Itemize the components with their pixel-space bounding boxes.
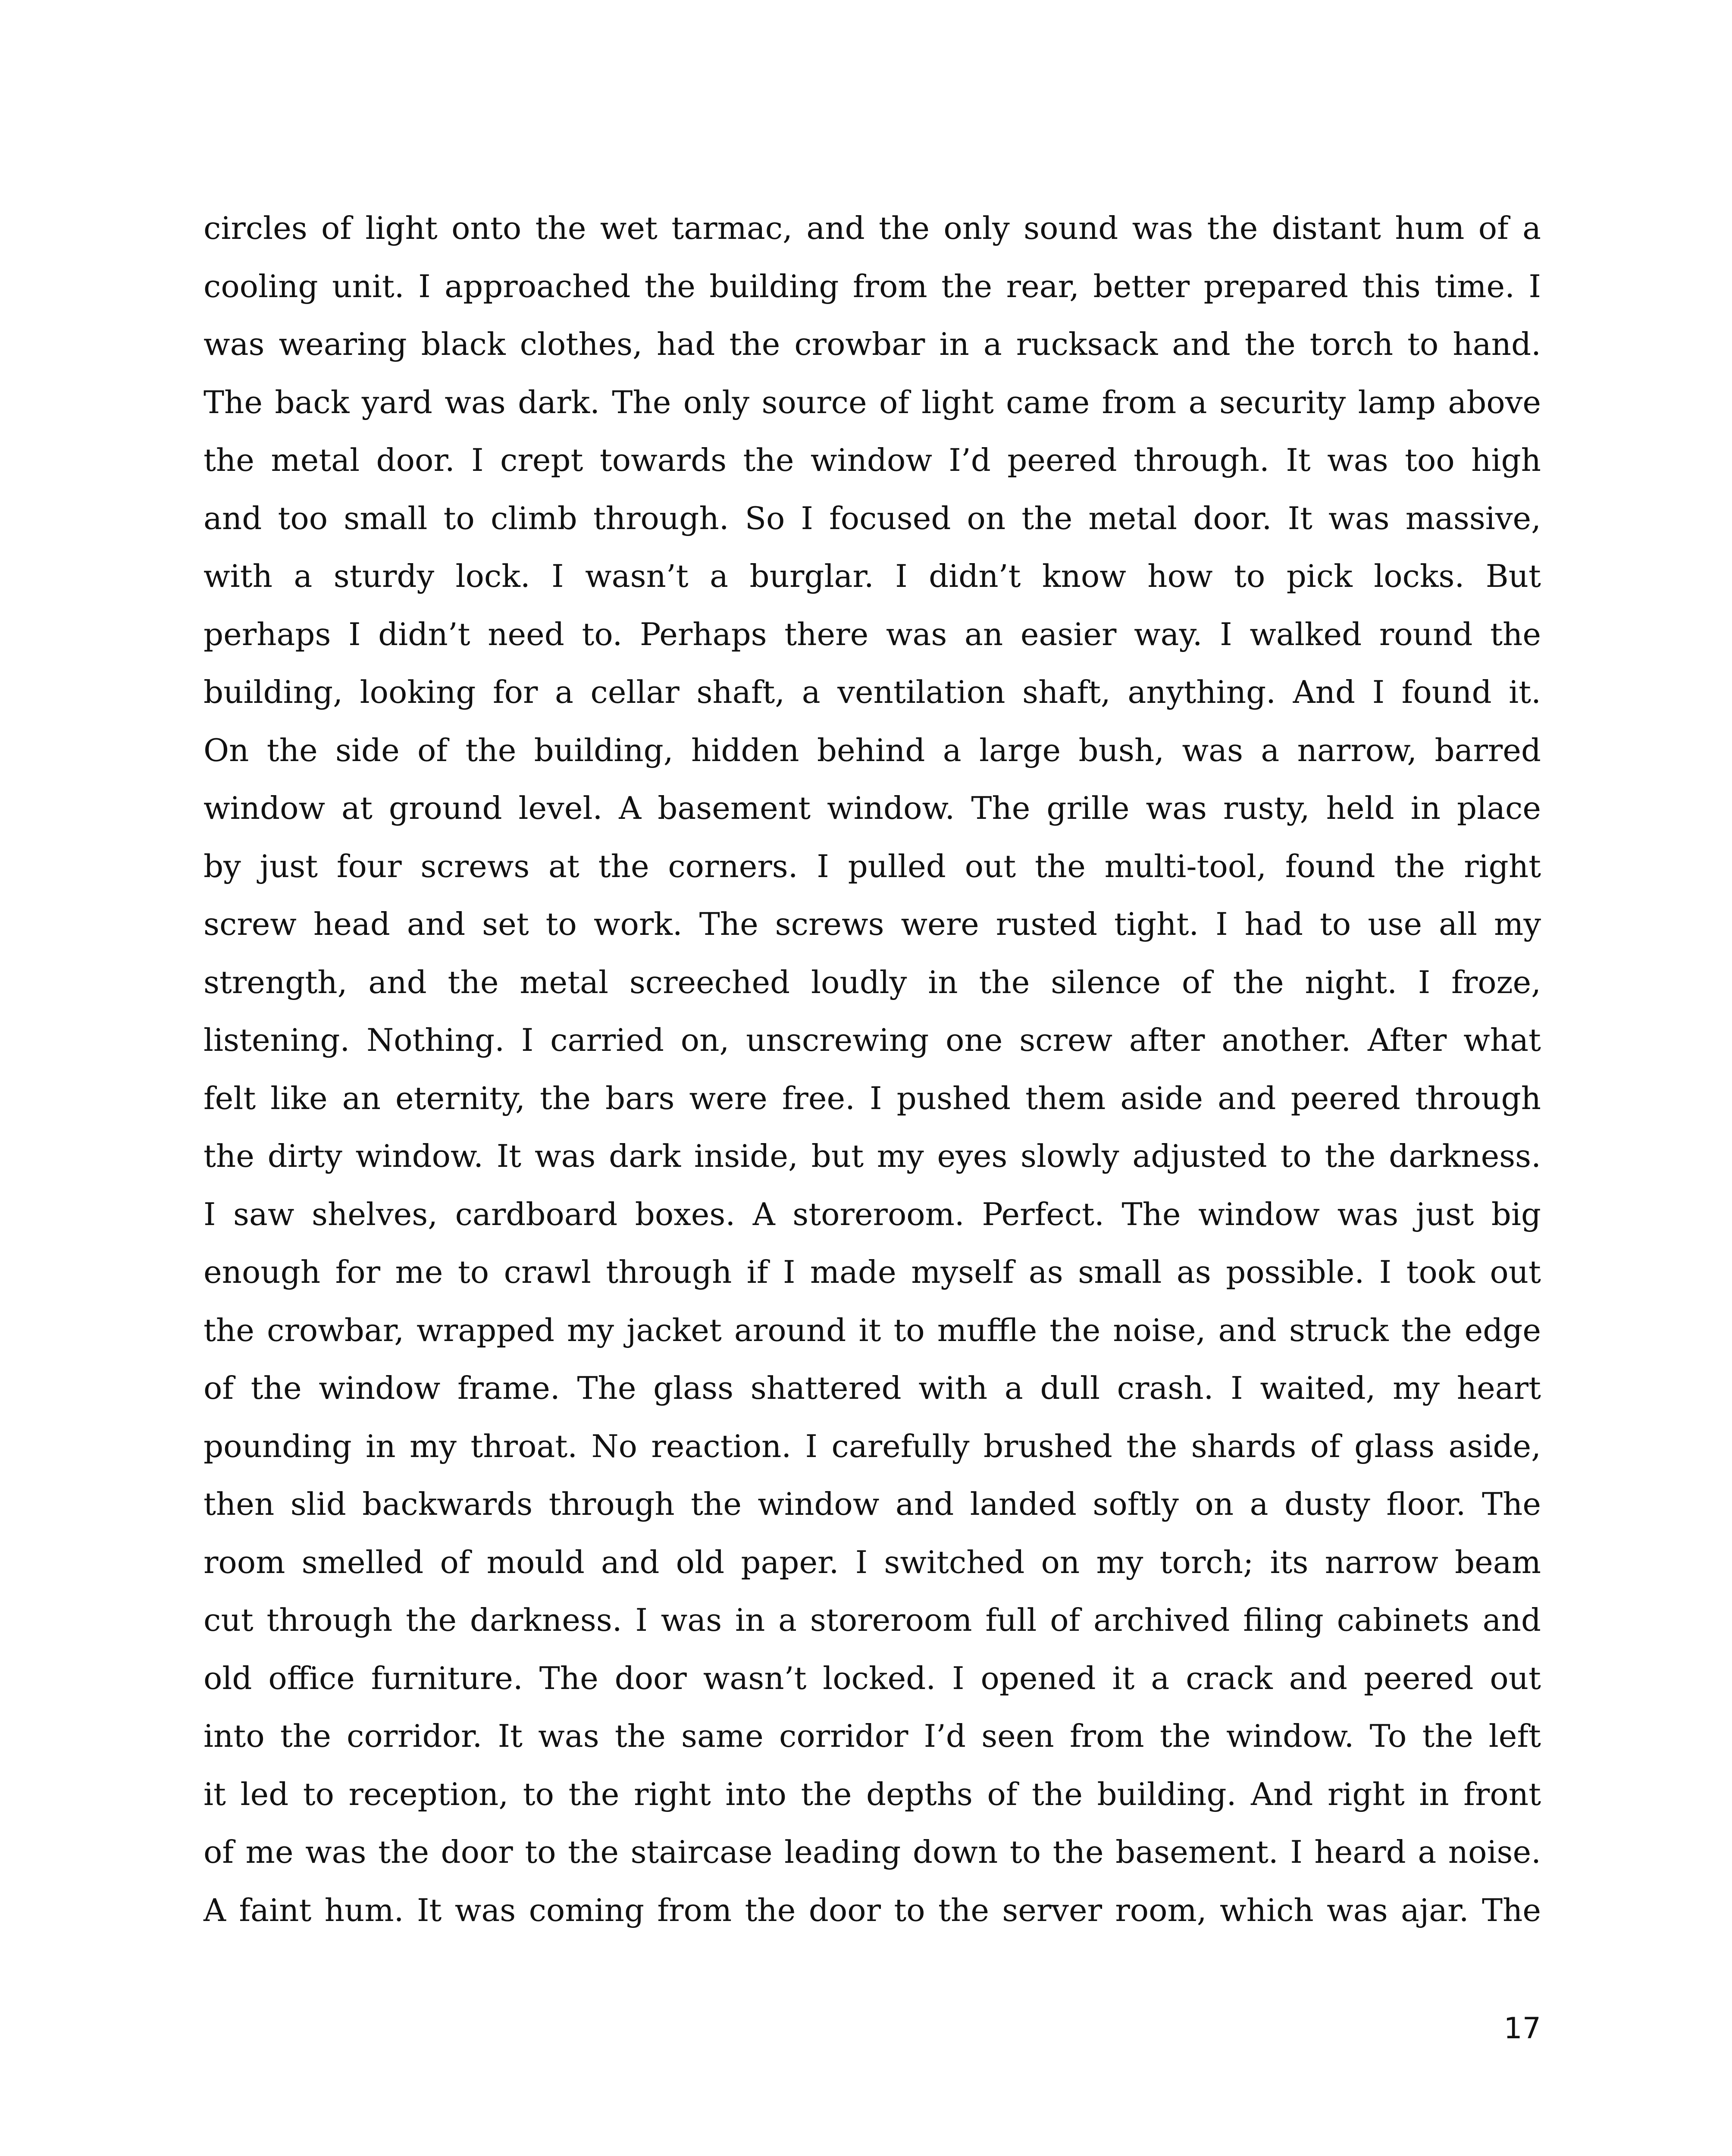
text-line: enough for me to crawl through if I made myself as small as possible. I took out [204,1254,1541,1290]
text-line: On the side of the building, hidden behind a large bush, was a narrow, barred [204,732,1541,768]
text-line: room smelled of mould and old paper. I switched on my torch; its narrow beam [204,1544,1541,1580]
text-line: with a sturdy lock. I wasn’t a burglar. I didn’t know how to pick locks. But [204,558,1541,594]
text-line: cooling unit. I approached the building from the rear, better prepared this time. I [204,268,1541,304]
text-line: was wearing black clothes, had the crowbar in a rucksack and the torch to hand. [204,326,1541,362]
text-line: of the window frame. The glass shattered with a dull crash. I waited, my heart [204,1370,1541,1406]
text-line: it led to reception, to the right into the depths of the building. And right in front [204,1776,1541,1812]
text-line: the dirty window. It was dark inside, but my eyes slowly adjusted to the darkness. [204,1138,1541,1174]
text-line: felt like an eternity, the bars were free. I pushed them aside and peered through [204,1080,1541,1116]
text-line: building, looking for a cellar shaft, a ventilation shaft, anything. And I found it. [204,674,1541,710]
text-line: screw head and set to work. The screws were rusted tight. I had to use all my [204,906,1541,942]
text-line: listening. Nothing. I carried on, unscrewing one screw after another. After what [204,1022,1541,1058]
text-line: into the corridor. It was the same corridor I’d seen from the window. To the left [204,1718,1541,1754]
page-number: 17 [1503,2012,1541,2046]
text-line: perhaps I didn’t need to. Perhaps there was an easier way. I walked round the [204,616,1541,652]
text-line: window at ground level. A basement window. The grille was rusty, held in place [204,790,1541,826]
text-line: and too small to climb through. So I focused on the metal door. It was massive, [204,500,1541,536]
text-line: the crowbar, wrapped my jacket around it to muffle the noise, and struck the edge [204,1312,1541,1348]
text-line: strength, and the metal screeched loudly in the silence of the night. I froze, [204,964,1541,1000]
text-line: A faint hum. It was coming from the door to the server room, which was ajar. The [204,1892,1541,1928]
text-line: pounding in my throat. No reaction. I carefully brushed the shards of glass aside, [204,1428,1541,1464]
text-line: I saw shelves, cardboard boxes. A storeroom. Perfect. The window was just big [204,1196,1541,1232]
text-line: The back yard was dark. The only source of light came from a security lamp above [204,384,1541,420]
text-line: cut through the darkness. I was in a storeroom full of archived filing cabinets and [204,1602,1541,1638]
body-text [204,199,1541,1939]
text-line: circles of light onto the wet tarmac, and the only sound was the distant hum of a [204,210,1541,246]
text-line: old office furniture. The door wasn’t locked. I opened it a crack and peered out [204,1660,1541,1696]
text-line: by just four screws at the corners. I pulled out the multi-tool, found the right [204,848,1541,884]
text-line: the metal door. I crept towards the window I’d peered through. It was too high [204,442,1541,478]
text-line: of me was the door to the staircase leading down to the basement. I heard a noise. [204,1834,1541,1870]
text-line: then slid backwards through the window and landed softly on a dusty floor. The [204,1486,1541,1522]
